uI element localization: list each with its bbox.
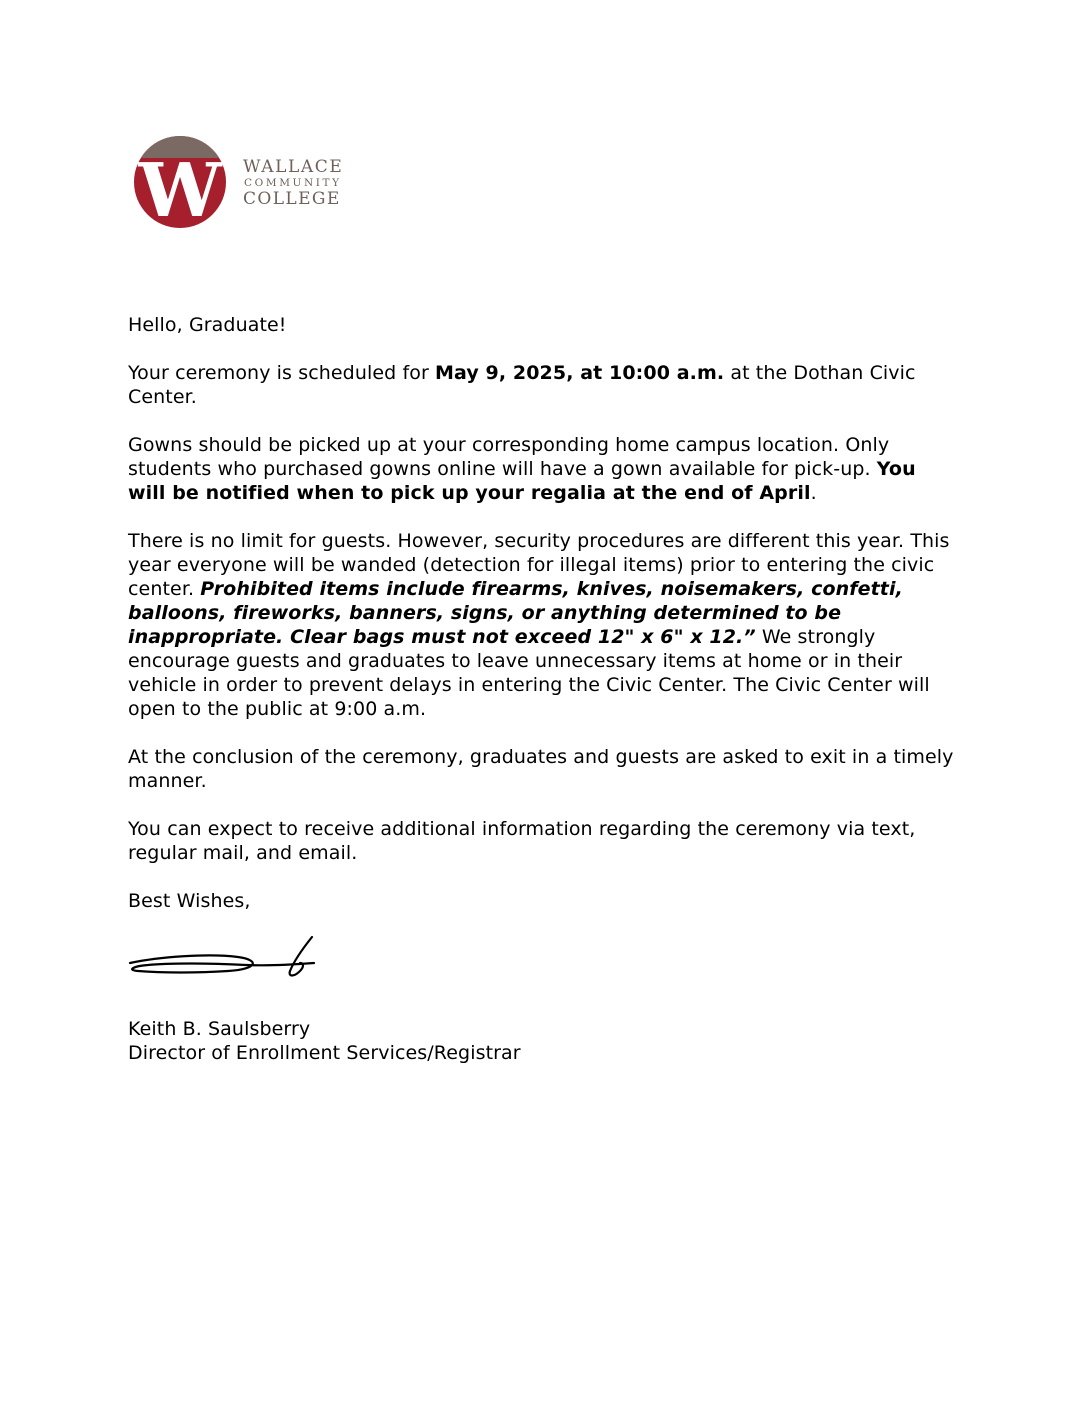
- gowns-text: Gowns should be picked up at your corresponding home campus location. Only students who purchased gowns online will have a gown available for pick-up.: [128, 434, 890, 480]
- paragraph-exit: At the conclusion of the ceremony, graduates and guests are asked to exit in a timely manner.: [128, 746, 954, 792]
- paragraph-guests: [128, 529, 958, 721]
- closing: Best Wishes,: [128, 890, 251, 912]
- handwritten-signature: [128, 933, 328, 993]
- logo-line-college: COLLEGE: [243, 189, 341, 209]
- signer-block: [128, 1017, 958, 1065]
- logo-monogram: W: [138, 148, 222, 232]
- ceremony-text: Your ceremony is scheduled for: [128, 362, 436, 384]
- college-logo-graphic: [132, 132, 372, 232]
- guests-text: There is no limit for guests. However, security procedures are different this year. This year everyone will be wanded (detection for illegal items) prior to entering the civic center.: [128, 530, 950, 600]
- paragraph-ceremony: [128, 361, 958, 409]
- college-logo: [132, 132, 372, 232]
- ceremony-location-text: at the Dothan Civic Center.: [128, 362, 916, 408]
- regalia-notice: You will be notified when to pick up your regalia at the end of April: [128, 458, 916, 504]
- prohibited-items-notice: Prohibited items include firearms, knives, noisemakers, confetti, balloons, fireworks, banners, signs, or anything determined to be inappropriate. Clear bags must not exceed 12" x 6" x 12.”: [128, 578, 903, 648]
- greeting: Hello, Graduate!: [128, 314, 287, 336]
- guests-text-continued: We strongly encourage guests and graduates to leave unnecessary items at home or in their vehicle in order to prevent delays in entering the Civic Center. The Civic Center will open to the public at 9:00 a.m.: [128, 626, 930, 720]
- gowns-period: .: [810, 482, 817, 504]
- signer-title: Director of Enrollment Services/Registrar: [128, 1042, 521, 1064]
- ceremony-date-time: May 9, 2025, at 10:00 a.m.: [435, 362, 725, 384]
- paragraph-gowns: [128, 433, 958, 505]
- logo-line-community: COMMUNITY: [244, 177, 342, 189]
- paragraph-additional-info: You can expect to receive additional information regarding the ceremony via text, regular mail, and email.: [128, 818, 916, 864]
- logo-line-wallace: WALLACE: [243, 157, 344, 177]
- letter-body: [128, 313, 958, 1065]
- signer-name: Keith B. Saulsberry: [128, 1018, 311, 1040]
